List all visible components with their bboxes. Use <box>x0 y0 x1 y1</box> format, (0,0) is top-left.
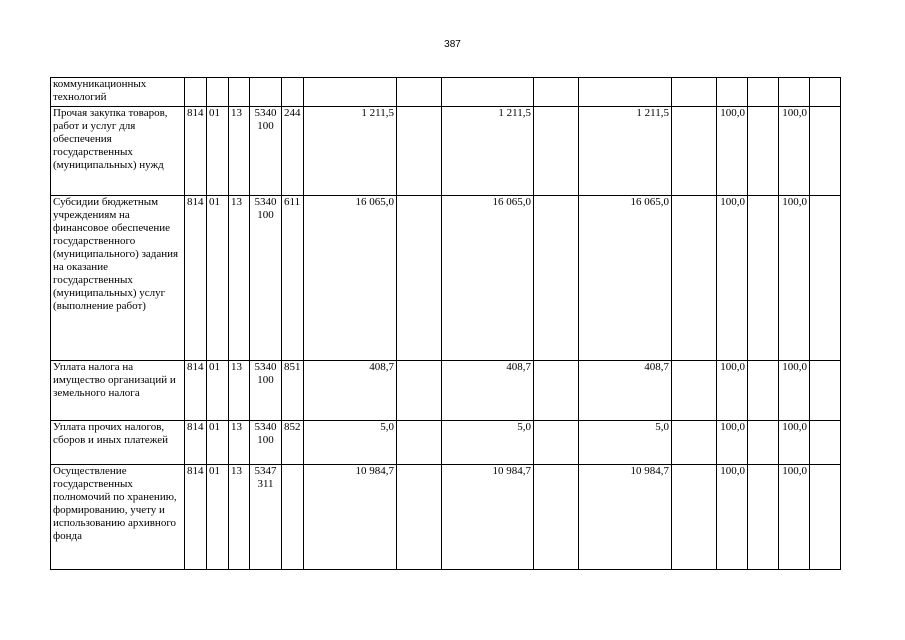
amount-cell-1: 5,0 <box>304 421 397 465</box>
empty-cell <box>534 361 579 421</box>
table-row <box>51 196 841 361</box>
empty-cell <box>534 196 579 361</box>
csr-cell: 5340 100 <box>250 421 282 465</box>
empty-cell <box>672 78 717 107</box>
ved-cell: 814 <box>185 465 207 570</box>
percent-cell-1: 100,0 <box>717 196 748 361</box>
percent-cell-2: 100,0 <box>779 465 810 570</box>
ved-cell: 814 <box>185 107 207 196</box>
empty-cell <box>672 465 717 570</box>
amount-cell-1: 16 065,0 <box>304 196 397 361</box>
vr-cell: 851 <box>282 361 304 421</box>
empty-cell <box>810 421 841 465</box>
pr-cell: 13 <box>229 107 250 196</box>
rz-cell: 01 <box>207 421 229 465</box>
amount-cell-2: 5,0 <box>442 421 534 465</box>
pr-cell: 13 <box>229 465 250 570</box>
pr-cell: 13 <box>229 361 250 421</box>
empty-cell <box>397 78 442 107</box>
amount-cell-1 <box>304 78 397 107</box>
amount-cell-1: 10 984,7 <box>304 465 397 570</box>
percent-cell-1: 100,0 <box>717 421 748 465</box>
amount-cell-3: 408,7 <box>579 361 672 421</box>
empty-cell <box>810 361 841 421</box>
csr-cell: 5340 100 <box>250 361 282 421</box>
vr-cell: 244 <box>282 107 304 196</box>
rz-cell: 01 <box>207 107 229 196</box>
ved-cell <box>185 78 207 107</box>
empty-cell <box>397 361 442 421</box>
amount-cell-3: 5,0 <box>579 421 672 465</box>
empty-cell <box>534 107 579 196</box>
amount-cell-2 <box>442 78 534 107</box>
percent-cell-2: 100,0 <box>779 107 810 196</box>
ved-cell: 814 <box>185 196 207 361</box>
table-row <box>51 361 841 421</box>
amount-cell-1: 1 211,5 <box>304 107 397 196</box>
vr-cell: 852 <box>282 421 304 465</box>
row-name-cell: Прочая закупка товаров, работ и услуг для обеспечения государственных (муниципальных) нужд <box>51 107 185 196</box>
amount-cell-2: 1 211,5 <box>442 107 534 196</box>
table-row <box>51 465 841 570</box>
empty-cell <box>534 78 579 107</box>
empty-cell <box>748 421 779 465</box>
empty-cell <box>672 196 717 361</box>
empty-cell <box>397 421 442 465</box>
rz-cell <box>207 78 229 107</box>
empty-cell <box>748 107 779 196</box>
percent-cell-1: 100,0 <box>717 107 748 196</box>
table-row <box>51 78 841 107</box>
empty-cell <box>397 465 442 570</box>
amount-cell-3 <box>579 78 672 107</box>
pr-cell: 13 <box>229 421 250 465</box>
pr-cell <box>229 78 250 107</box>
rz-cell: 01 <box>207 196 229 361</box>
row-name-cell: Осуществление государственных полномочий по хранению, формированию, учету и использованию архивного фонда <box>51 465 185 570</box>
rz-cell: 01 <box>207 361 229 421</box>
empty-cell <box>534 465 579 570</box>
empty-cell <box>748 78 779 107</box>
vr-cell: 611 <box>282 196 304 361</box>
empty-cell <box>748 361 779 421</box>
empty-cell <box>810 196 841 361</box>
empty-cell <box>672 421 717 465</box>
empty-cell <box>534 421 579 465</box>
table-row <box>51 421 841 465</box>
csr-cell: 5340 100 <box>250 107 282 196</box>
percent-cell-1: 100,0 <box>717 361 748 421</box>
empty-cell <box>810 465 841 570</box>
percent-cell-2 <box>779 78 810 107</box>
amount-cell-2: 16 065,0 <box>442 196 534 361</box>
row-name-cell: коммуникационных технологий <box>51 78 185 107</box>
percent-cell-2: 100,0 <box>779 361 810 421</box>
csr-cell <box>250 78 282 107</box>
empty-cell <box>397 107 442 196</box>
row-name-cell: Уплата прочих налогов, сборов и иных платежей <box>51 421 185 465</box>
vr-cell <box>282 78 304 107</box>
amount-cell-1: 408,7 <box>304 361 397 421</box>
empty-cell <box>748 465 779 570</box>
amount-cell-3: 10 984,7 <box>579 465 672 570</box>
amount-cell-3: 1 211,5 <box>579 107 672 196</box>
budget-table <box>50 77 841 570</box>
empty-cell <box>810 78 841 107</box>
page-number: 387 <box>444 39 461 50</box>
empty-cell <box>748 196 779 361</box>
percent-cell-1: 100,0 <box>717 465 748 570</box>
percent-cell-1 <box>717 78 748 107</box>
empty-cell <box>672 107 717 196</box>
empty-cell <box>397 196 442 361</box>
csr-cell: 5340 100 <box>250 196 282 361</box>
csr-cell: 5347 311 <box>250 465 282 570</box>
amount-cell-3: 16 065,0 <box>579 196 672 361</box>
amount-cell-2: 10 984,7 <box>442 465 534 570</box>
vr-cell <box>282 465 304 570</box>
empty-cell <box>672 361 717 421</box>
empty-cell <box>810 107 841 196</box>
rz-cell: 01 <box>207 465 229 570</box>
pr-cell: 13 <box>229 196 250 361</box>
percent-cell-2: 100,0 <box>779 421 810 465</box>
row-name-cell: Уплата налога на имущество организаций и земельного налога <box>51 361 185 421</box>
ved-cell: 814 <box>185 421 207 465</box>
row-name-cell: Субсидии бюджетным учреждениям на финансовое обеспечение государственного (муниципального) задания на оказание государственных (муниципальных) услуг (выполнение работ) <box>51 196 185 361</box>
table-row <box>51 107 841 196</box>
ved-cell: 814 <box>185 361 207 421</box>
percent-cell-2: 100,0 <box>779 196 810 361</box>
amount-cell-2: 408,7 <box>442 361 534 421</box>
